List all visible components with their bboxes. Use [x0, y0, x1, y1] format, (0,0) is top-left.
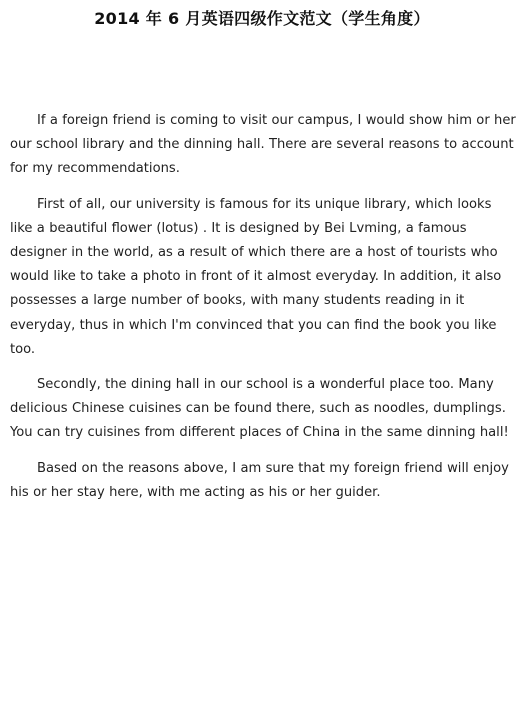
paragraph-4: Based on the reasons above, I am sure that my foreign friend will enjoy his or her stay here, with me acting as his or her guider. — [10, 460, 509, 500]
paragraph-3: Secondly, the dining hall in our school is a wonderful place too. Many delicious Chinese cuisines can be found there, such as noodles, dumplings. You can try cuisines from different places of China in the same dinning hall! — [10, 377, 509, 441]
document-title: 2014 年 6 月英语四级作文范文（学生角度） — [94, 9, 430, 28]
paragraph-1: If a foreign friend is coming to visit our campus, I would show him or her our school library and the dinning hall. There are several reasons to account for my recommendations. — [10, 113, 516, 177]
paragraph-2: First of all, our university is famous for its unique library, which looks like a beautiful flower (lotus) . It is designed by Bei Lvming, a famous designer in the world, as a result of which there are a host of tourists who would like to take a photo in front of it almost everyday. In addition, it also possesses a large number of books, with many students reading in it everyday, thus in which I'm convinced that you can find the book you like too. — [10, 196, 502, 357]
essay-body — [10, 109, 516, 516]
